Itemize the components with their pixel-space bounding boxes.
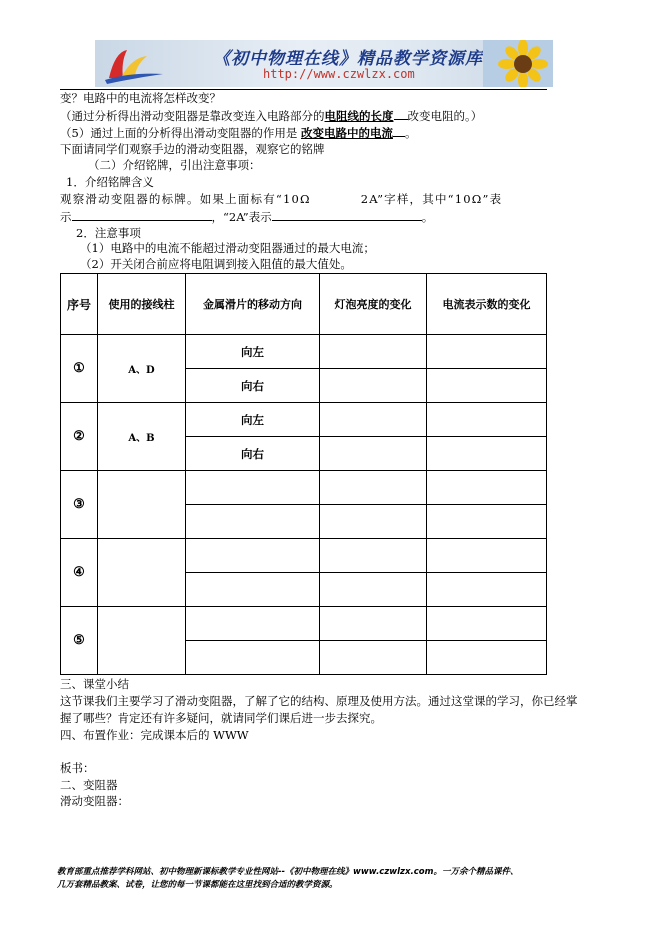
section-summary-heading: 三、课堂小结: [60, 677, 129, 691]
ammeter-cell[interactable]: [427, 369, 547, 403]
board-line-1: 二、变阻器: [60, 778, 118, 792]
brightness-cell[interactable]: [320, 607, 427, 641]
row-number: ④: [61, 539, 98, 607]
header-rule: [60, 89, 547, 90]
site-logo-icon: [101, 44, 167, 84]
table-row: [61, 607, 547, 641]
banner-title: 《初中物理在线》精品教学资源库: [213, 49, 483, 69]
table-row: [61, 335, 547, 369]
terminal-cell[interactable]: [98, 471, 186, 539]
footer-line-1: 教育部重点推荐学科网站、初中物理新课标教学专业性网站--《初中物理在线》www.czwlzx.com。一万余个精品课件、: [57, 867, 519, 877]
brightness-cell[interactable]: [320, 335, 427, 369]
terminal-cell: A、B: [98, 403, 186, 471]
ammeter-cell[interactable]: [427, 641, 547, 675]
text-line-4: 下面请同学们观察手边的滑动变阻器，观察它的铭牌: [60, 142, 325, 156]
table-row: [61, 403, 547, 437]
brightness-cell[interactable]: [320, 505, 427, 539]
ammeter-cell[interactable]: [427, 471, 547, 505]
experiment-table: [60, 273, 547, 675]
section-nameplate: （二）介绍铭牌，引出注意事项：: [88, 158, 261, 172]
summary-line-1: 这节课我们主要学习了滑动变阻器，了解了它的结构、原理及使用方法。通过这堂课的学习，你已经掌: [60, 694, 578, 708]
header-cell: 序号: [61, 274, 98, 335]
answer-resistance-wire: 电阻线的长度: [324, 109, 394, 123]
row-number: ①: [61, 335, 98, 403]
text-line-9: 2．注意事项: [76, 226, 141, 240]
text-line-3: （5）通过上面的分析得出滑动变阻器的作用是 改变电路中的电流 。: [60, 126, 417, 140]
ammeter-cell[interactable]: [427, 539, 547, 573]
row-number: ②: [61, 403, 98, 471]
direction-cell[interactable]: [186, 573, 320, 607]
header-cell: 金属滑片的移动方向: [186, 274, 320, 335]
header-cell: 使用的接线柱: [98, 274, 186, 335]
ammeter-cell[interactable]: [427, 607, 547, 641]
direction-cell: 向右: [186, 369, 320, 403]
direction-cell[interactable]: [186, 471, 320, 505]
header-cell: 电流表示数的变化: [427, 274, 547, 335]
ammeter-cell[interactable]: [427, 505, 547, 539]
table-row: [61, 539, 547, 573]
brightness-cell[interactable]: [320, 641, 427, 675]
ammeter-cell[interactable]: [427, 335, 547, 369]
text-line-11: （2）开关闭合前应将电阻调到接入阻值的最大值处。: [80, 257, 352, 271]
terminal-cell[interactable]: [98, 539, 186, 607]
row-number: ⑤: [61, 607, 98, 675]
text-line-6: 1．介绍铭牌含义: [66, 175, 154, 189]
text-line-2: （通过分析得出滑动变阻器是靠改变连入电路部分的电阻线的长度 改变电阻的。）: [60, 109, 483, 123]
banner-url[interactable]: http://www.czwlzx.com: [263, 67, 415, 81]
ammeter-cell[interactable]: [427, 437, 547, 471]
brightness-cell[interactable]: [320, 437, 427, 471]
sunflower-icon: [483, 40, 553, 87]
brightness-cell[interactable]: [320, 403, 427, 437]
homework-line: 四、布置作业：完成课本后的 WWW: [60, 728, 249, 742]
board-line-2: 滑动变阻器：: [60, 794, 129, 808]
text-line-8: 示 ，“2A”表示 。: [60, 210, 434, 224]
site-banner: [95, 40, 553, 87]
direction-cell[interactable]: [186, 607, 320, 641]
direction-cell[interactable]: [186, 505, 320, 539]
brightness-cell[interactable]: [320, 369, 427, 403]
table-row: [61, 471, 547, 505]
footer-line-2: 几万套精品教案、试卷，让您的每一节课都能在这里找到合适的教学资源。: [57, 880, 338, 890]
ammeter-cell[interactable]: [427, 573, 547, 607]
text-line-1: 变？电路中的电流将怎样改变？: [60, 91, 221, 105]
row-number: ③: [61, 471, 98, 539]
direction-cell: 向左: [186, 335, 320, 369]
text-line-10: （1）电路中的电流不能超过滑动变阻器通过的最大电流；: [80, 241, 375, 255]
summary-line-2: 握了哪些？肯定还有许多疑问，就请同学们课后进一步去探究。: [60, 711, 382, 725]
direction-cell: 向左: [186, 403, 320, 437]
ammeter-cell[interactable]: [427, 403, 547, 437]
table-header-row: [61, 274, 547, 335]
brightness-cell[interactable]: [320, 471, 427, 505]
answer-change-current: 改变电路中的电流: [300, 126, 393, 140]
terminal-cell[interactable]: [98, 607, 186, 675]
terminal-cell: A、D: [98, 335, 186, 403]
direction-cell: 向右: [186, 437, 320, 471]
text-line-7: 观察滑动变阻器的标牌。如果上面标有“10Ω 2A”字样，其中“10Ω”表: [60, 192, 503, 206]
header-cell: 灯泡亮度的变化: [320, 274, 427, 335]
board-heading: 板书：: [60, 761, 95, 775]
direction-cell[interactable]: [186, 641, 320, 675]
brightness-cell[interactable]: [320, 539, 427, 573]
brightness-cell[interactable]: [320, 573, 427, 607]
direction-cell[interactable]: [186, 539, 320, 573]
